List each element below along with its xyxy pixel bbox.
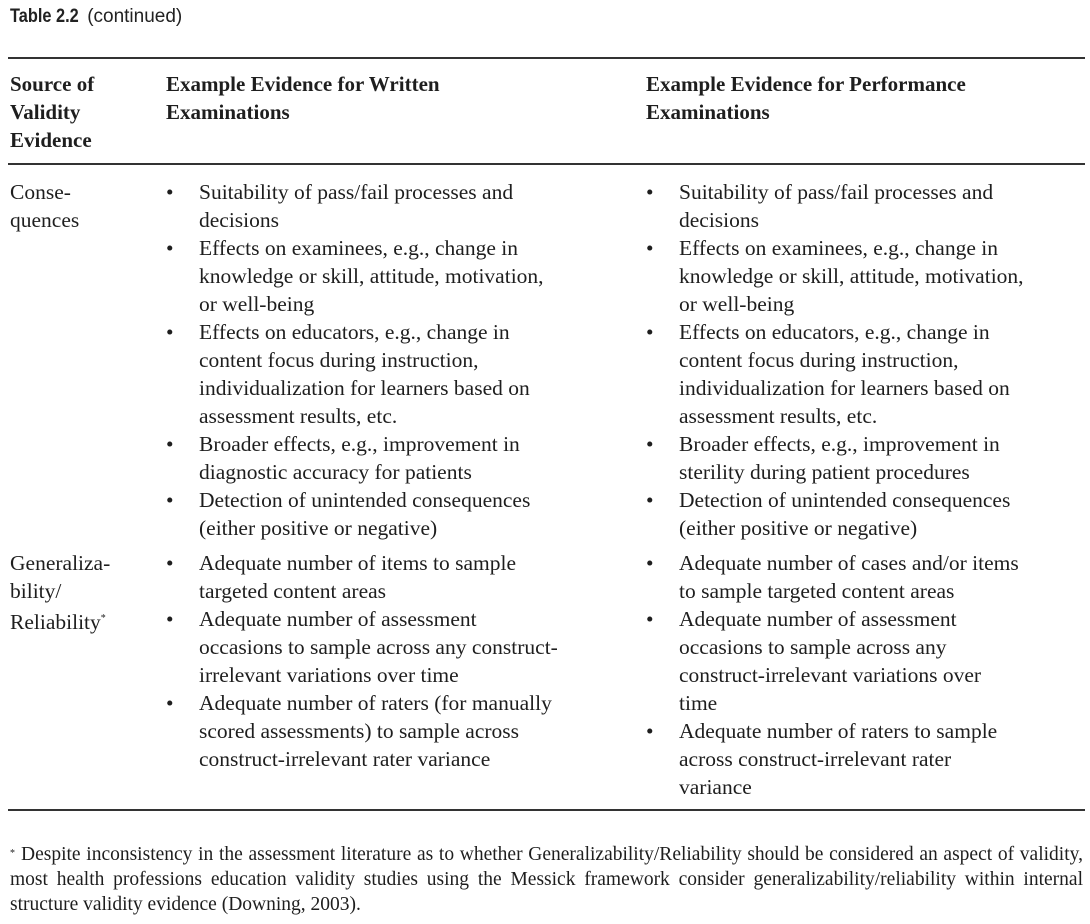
table-caption — [10, 6, 182, 28]
list-item: • Adequate number of cases and/or items to sample targeted content areas — [646, 551, 1019, 603]
list-item: • Detection of unintended consequences (either positive or negative) — [646, 488, 1011, 540]
footnote-marker: * — [10, 848, 15, 859]
header-source-of-validity-evidence: Source of Validity Evidence — [10, 72, 95, 152]
bullet-icon: • — [646, 320, 654, 344]
bullet-icon: • — [166, 488, 174, 512]
bullet-icon: • — [166, 236, 174, 260]
list-item: • Adequate number of raters (for manually scored assessments) to sample across construct-irrelevant rater variance — [166, 691, 552, 771]
table-top-rule — [8, 57, 1085, 59]
table-header-rule — [8, 163, 1085, 165]
consequences-written-list — [166, 178, 626, 542]
footnote-text: Despite inconsistency in the assessment literature as to whether Generalizability/Reliability should be considered an aspect of validity, most health professions education validity studies using the Messick framework consider generalizability/reliability within internal structure validity evidence (Downing, 2003). — [10, 844, 1083, 915]
bullet-icon: • — [646, 551, 654, 575]
bullet-icon: • — [166, 607, 174, 631]
bullet-icon: • — [646, 607, 654, 631]
bullet-icon: • — [166, 432, 174, 456]
list-item: • Effects on examinees, e.g., change in knowledge or skill, attitude, motivation, or well-being — [166, 236, 544, 316]
list-item: • Adequate number of assessment occasions to sample across any construct-irrelevant variations over time — [646, 607, 982, 715]
row-label-consequences: Conse- quences — [10, 180, 80, 232]
list-item: • Broader effects, e.g., improvement in sterility during patient procedures — [646, 432, 1000, 484]
bullet-icon: • — [166, 691, 174, 715]
bullet-icon: • — [646, 432, 654, 456]
list-item: • Effects on educators, e.g., change in content focus during instruction, individualization for learners based on assessment results, etc. — [166, 320, 530, 428]
bullet-icon: • — [646, 488, 654, 512]
list-item: • Adequate number of items to sample targeted content areas — [166, 551, 517, 603]
list-item: • Suitability of pass/fail processes and decisions — [166, 180, 514, 232]
list-item: • Adequate number of raters to sample across construct-irrelevant rater variance — [646, 719, 998, 799]
bullet-icon: • — [166, 180, 174, 204]
footnote-marker: * — [100, 613, 106, 624]
list-item: • Broader effects, e.g., improvement in diagnostic accuracy for patients — [166, 432, 520, 484]
consequences-performance-list — [646, 178, 1086, 542]
table-bottom-rule — [8, 809, 1085, 811]
list-item: • Detection of unintended consequences (either positive or negative) — [166, 488, 531, 540]
list-item: • Adequate number of assessment occasions to sample across any construct- irrelevant variations over time — [166, 607, 558, 687]
list-item: • Effects on educators, e.g., change in content focus during instruction, individualization for learners based on assessment results, etc. — [646, 320, 1010, 428]
row-label-generalizability-reliability: Generaliza- bility/ Reliability* — [10, 551, 111, 635]
bullet-icon: • — [166, 320, 174, 344]
header-performance-examinations: Example Evidence for Performance Examinations — [646, 72, 966, 124]
table-number: Table 2.2 — [10, 6, 79, 27]
list-item: • Effects on examinees, e.g., change in knowledge or skill, attitude, motivation, or well-being — [646, 236, 1024, 316]
header-written-examinations: Example Evidence for Written Examinations — [166, 72, 440, 124]
bullet-icon: • — [166, 551, 174, 575]
table-continued-note: (continued) — [87, 6, 183, 27]
list-item: • Suitability of pass/fail processes and decisions — [646, 180, 994, 232]
table-footnote — [10, 842, 1083, 917]
generalizability-written-list — [166, 549, 626, 773]
bullet-icon: • — [646, 719, 654, 743]
bullet-icon: • — [646, 180, 654, 204]
generalizability-performance-list — [646, 549, 1086, 801]
bullet-icon: • — [646, 236, 654, 260]
